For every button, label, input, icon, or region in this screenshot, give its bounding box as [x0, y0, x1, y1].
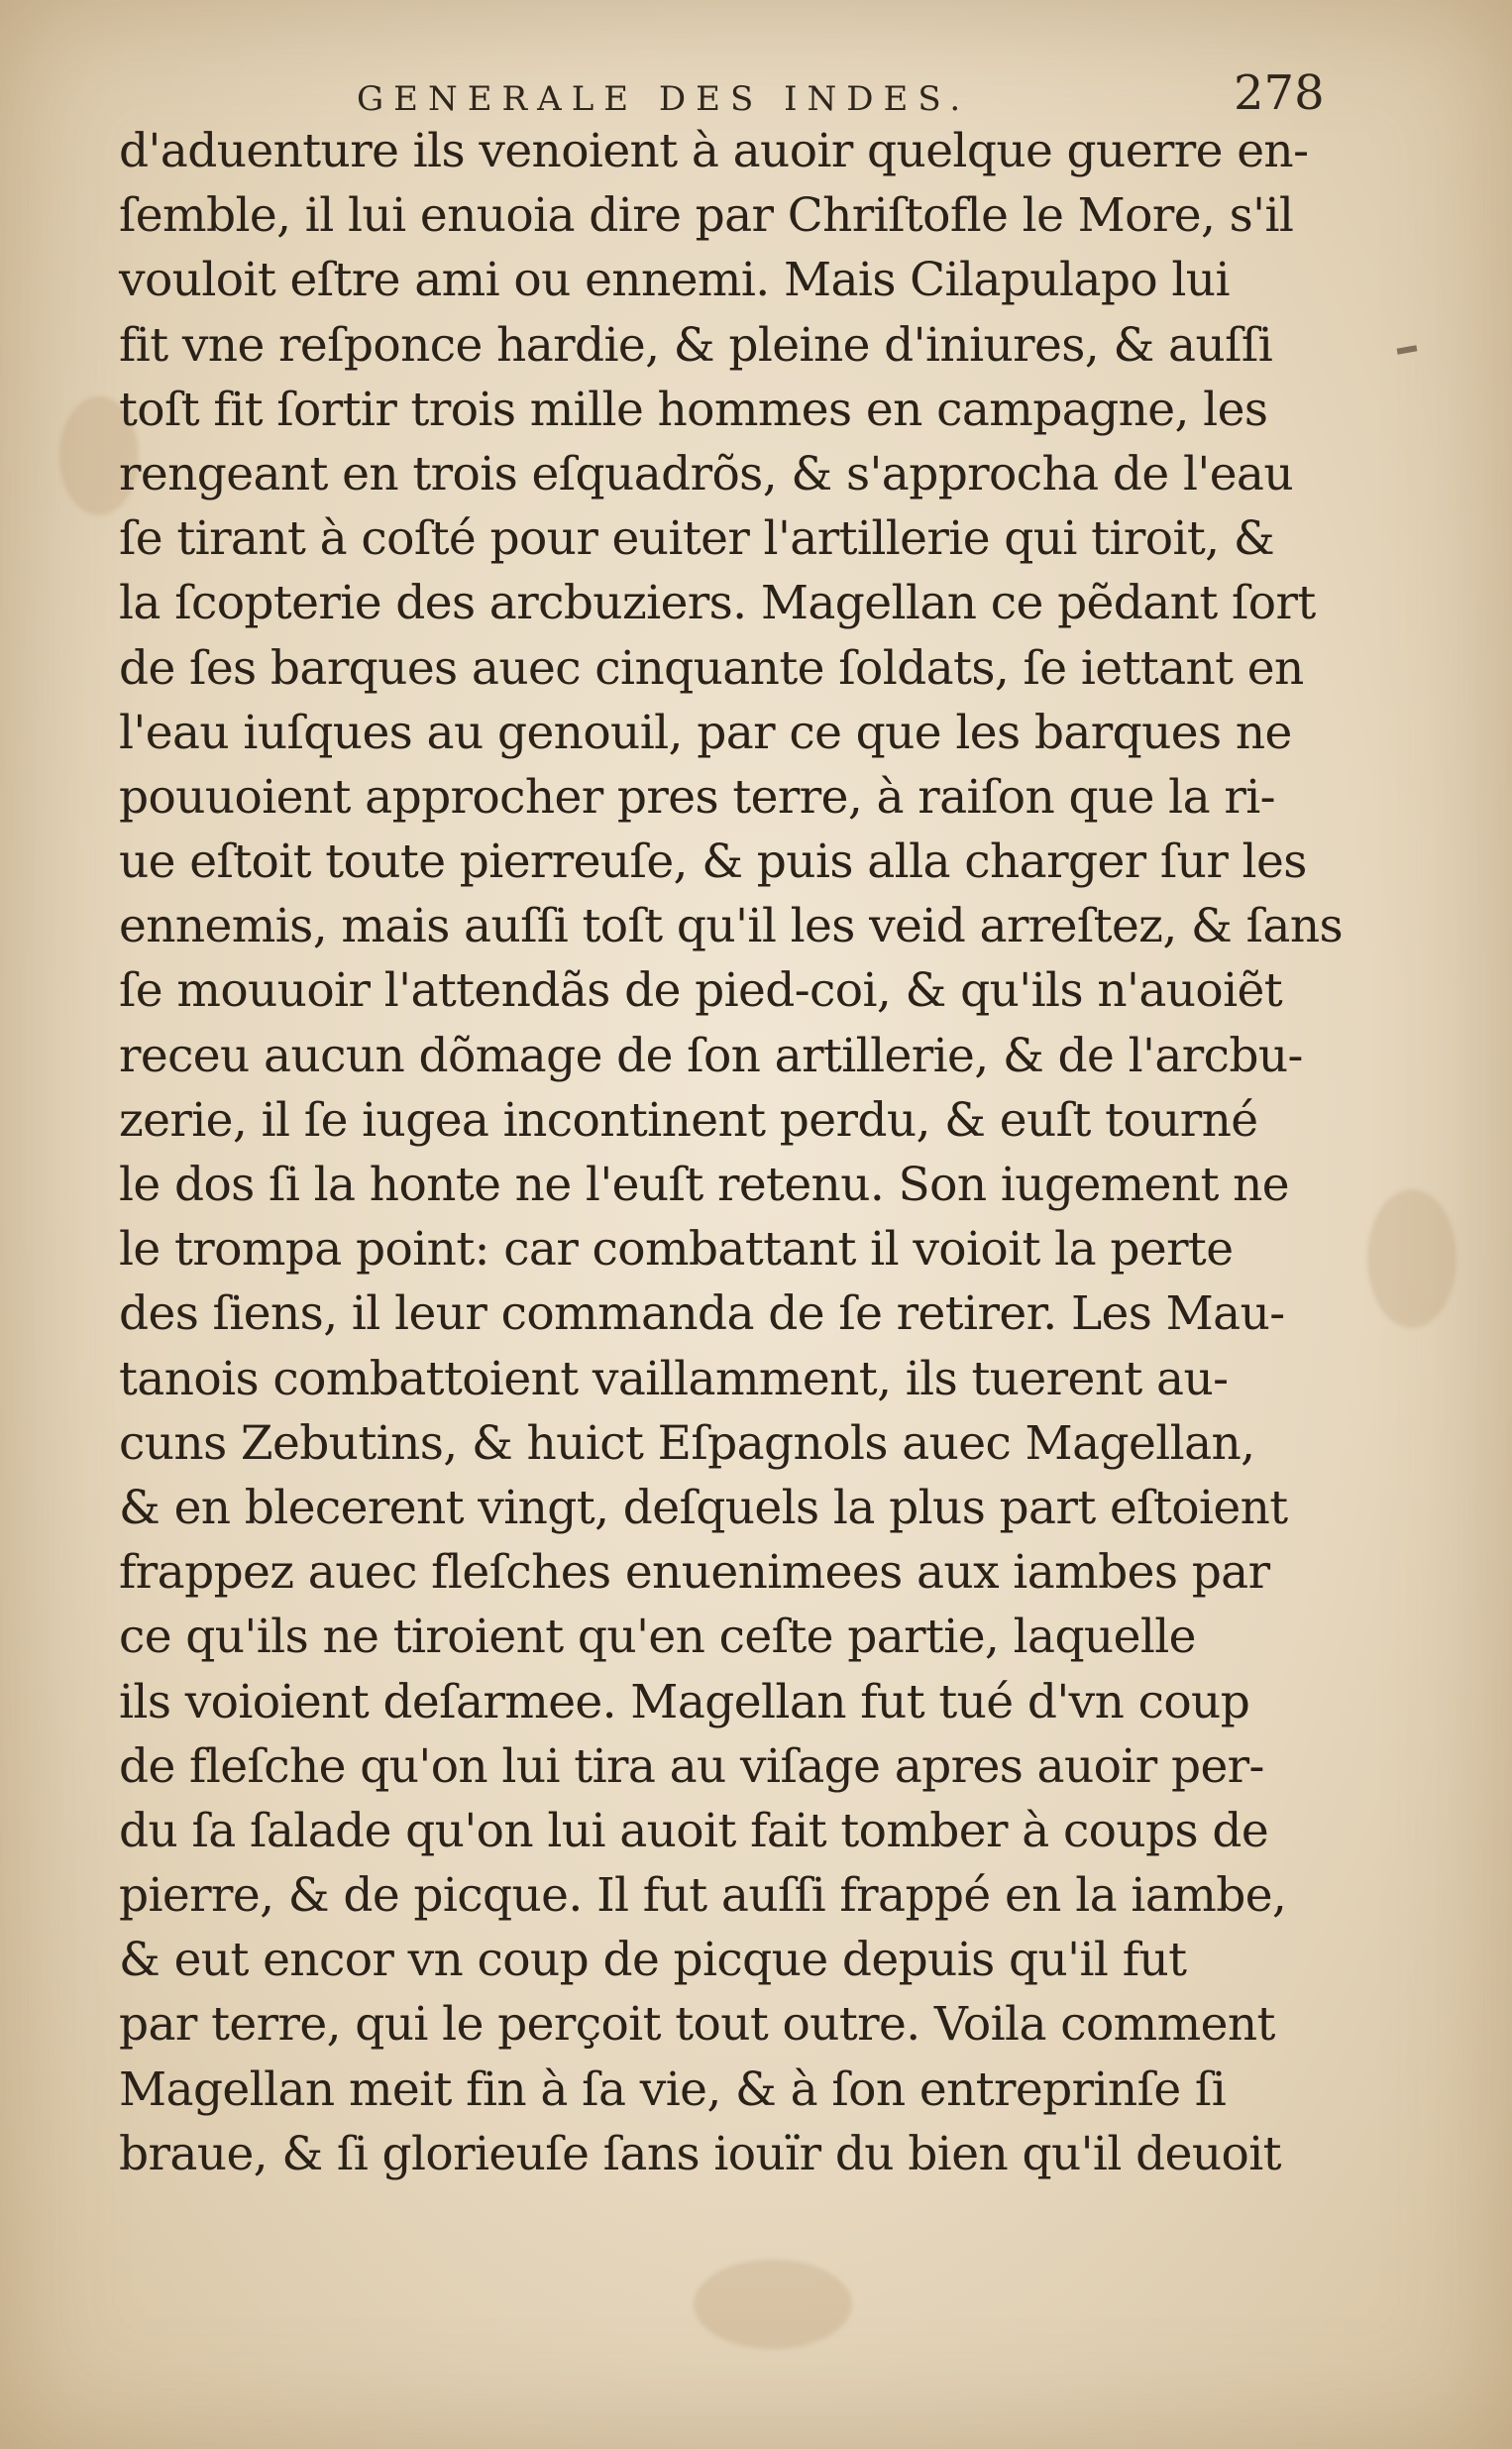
- text-line: & eut encor vn coup de picque depuis qu'il fut: [119, 1933, 1187, 1988]
- paper-stain: [694, 2260, 852, 2349]
- text-line: ſe mouuoir l'attendãs de pied-coi, & qu'ils n'auoiẽt: [119, 963, 1283, 1019]
- text-line: ſe tirant à coſté pour euiter l'artillerie qui tiroit, &: [119, 511, 1275, 567]
- text-line: vouloit eſtre ami ou ennemi. Mais Cilapulapo lui: [119, 253, 1230, 308]
- body-text: [119, 119, 1344, 2186]
- text-line: zerie, il ſe iugea incontinent perdu, & euſt tourné: [119, 1092, 1258, 1148]
- text-line: des ſiens, il leur commanda de ſe retirer. Les Mau-: [119, 1286, 1285, 1342]
- text-line: ce qu'ils ne tiroient qu'en ceſte partie, laquelle: [119, 1610, 1196, 1665]
- text-line: receu aucun dõmage de ſon artillerie, & de l'arcbu-: [119, 1028, 1303, 1083]
- text-line: d'aduenture ils venoient à auoir quelque guerre en-: [119, 124, 1309, 178]
- text-line: le trompa point: car combattant il voioit la perte: [119, 1222, 1234, 1278]
- text-line: le dos ſi la honte ne l'euſt retenu. Son iugement ne: [119, 1158, 1290, 1212]
- running-head: GENERALE DES INDES.: [357, 79, 971, 119]
- text-line: pierre, & de picque. Il fut auſſi frappé en la iambe,: [119, 1868, 1287, 1924]
- text-line: la ſcopterie des arcbuziers. Magellan ce pẽdant ſort: [119, 576, 1316, 631]
- text-line: ue eſtoit toute pierreuſe, & puis alla charger ſur les: [119, 835, 1307, 890]
- text-line: Magellan meit fin à ſa vie, & à ſon entreprinſe ſi: [119, 2061, 1227, 2117]
- text-line: braue, & ſi glorieuſe ſans iouïr du bien qu'il deuoit: [119, 2126, 1281, 2181]
- page-number: 278: [1234, 65, 1325, 121]
- text-line: de ſes barques auec cinquante ſoldats, ſe iettant en: [119, 640, 1304, 696]
- margin-mark: [1397, 345, 1418, 354]
- text-line: ſemble, il lui enuoia dire par Chriſtofle le More, s'il: [119, 188, 1294, 244]
- text-line: pouuoient approcher pres terre, à raiſon que la ri-: [119, 769, 1275, 825]
- text-line: fit vne reſponce hardie, & pleine d'iniures, & auſſi: [119, 317, 1273, 373]
- paper-stain: [1367, 1189, 1457, 1328]
- text-line: & en blecerent vingt, deſquels la plus part eſtoient: [119, 1480, 1288, 1535]
- text-line: rengeant en trois eſquadrõs, & s'approcha de l'eau: [119, 446, 1294, 501]
- text-line: de fleſche qu'on lui tira au viſage apres auoir per-: [119, 1738, 1264, 1794]
- text-line: toſt fit ſortir trois mille hommes en campagne, les: [119, 382, 1268, 437]
- text-line: par terre, qui le perçoit tout outre. Voila comment: [119, 1997, 1275, 2053]
- text-line: cuns Zebutins, & huict Eſpagnols auec Magellan,: [119, 1415, 1255, 1471]
- text-line: ils voioient deſarmee. Magellan fut tué d'vn coup: [119, 1674, 1250, 1729]
- text-line: frappez auec fleſches enuenimees aux iambes par: [119, 1545, 1270, 1601]
- text-line: l'eau iuſques au genouil, par ce que les barques ne: [119, 705, 1292, 760]
- text-line: du ſa ſalade qu'on lui auoit fait tomber à coups de: [119, 1803, 1269, 1858]
- text-line: ennemis, mais auſſi toſt qu'il les veid arreſtez, & ſans: [119, 899, 1344, 954]
- text-line: tanois combattoient vaillamment, ils tuerent au-: [119, 1351, 1229, 1406]
